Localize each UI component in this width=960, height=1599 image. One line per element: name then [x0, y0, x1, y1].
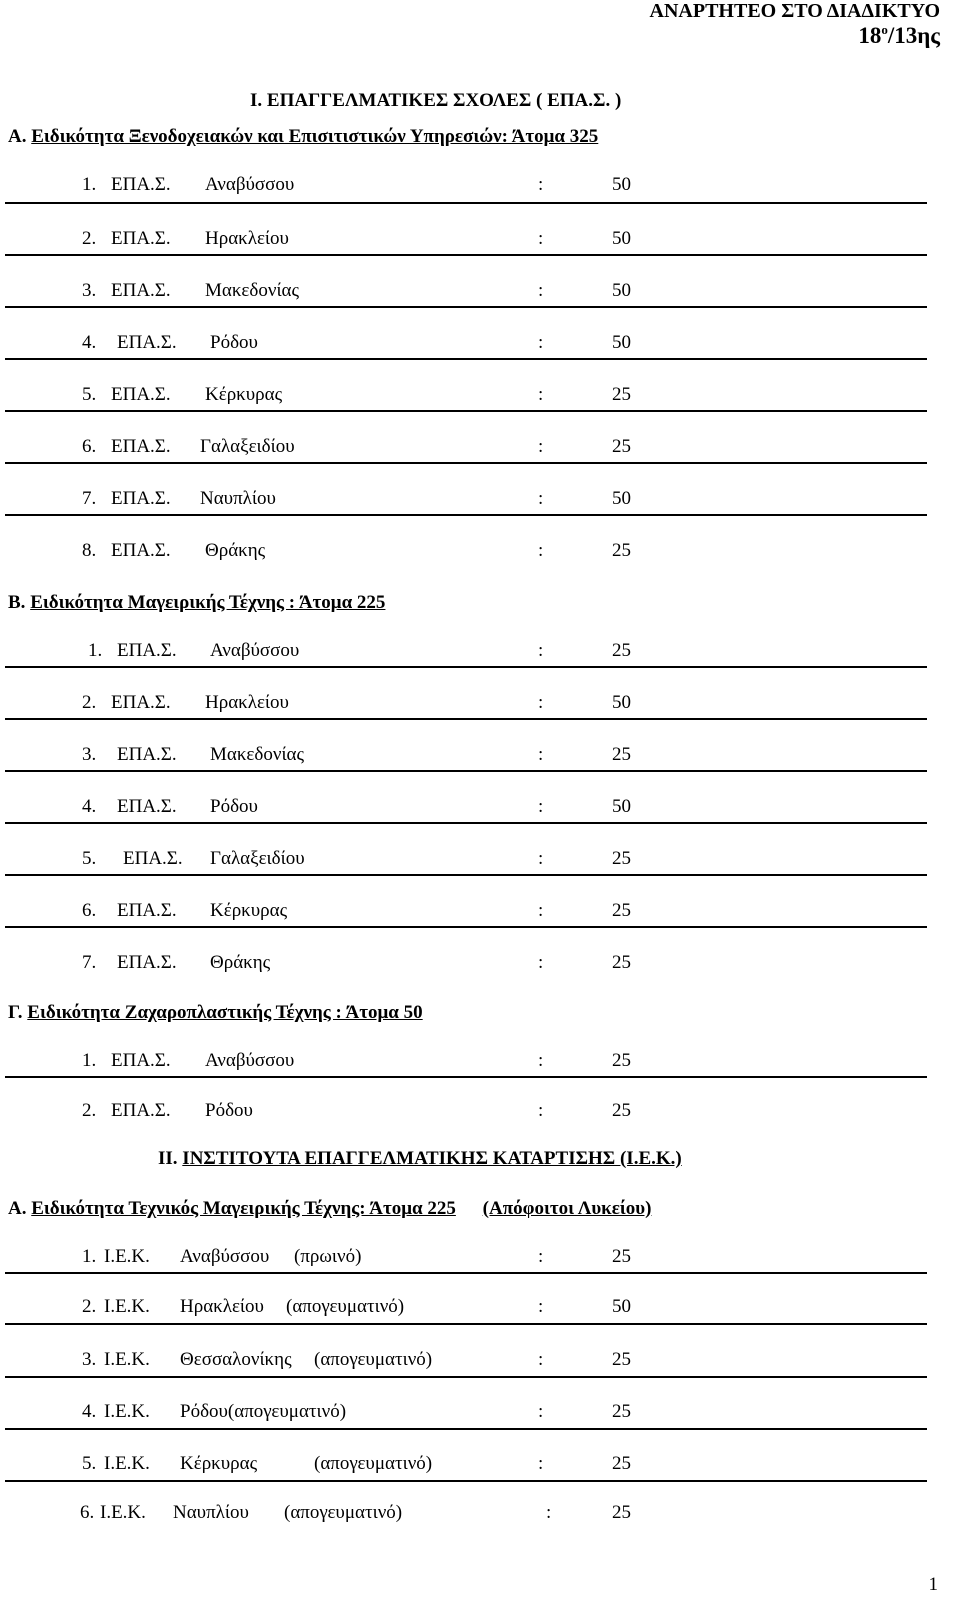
- row-colon: :: [538, 540, 544, 561]
- row-place: Μακεδονίας: [205, 280, 300, 301]
- row-institution: ΕΠΑ.Σ.: [117, 796, 177, 817]
- row-colon: :: [538, 796, 544, 817]
- row-number: 3.: [82, 1349, 97, 1370]
- row-colon: :: [538, 1453, 544, 1474]
- row-colon: :: [538, 280, 544, 301]
- row-divider: [5, 718, 927, 720]
- part2-title: [158, 1148, 682, 1170]
- row-number: 6.: [82, 900, 97, 921]
- section-a-prefix: Α.: [8, 126, 27, 147]
- row-place: Ηρακλείου: [180, 1296, 264, 1317]
- section-c-title: Ειδικότητα Ζαχαροπλαστικής Τέχνης : Άτομα 50: [27, 1002, 423, 1023]
- row-institution: ΕΠΑ.Σ.: [111, 436, 171, 457]
- page-number: 1: [928, 1574, 938, 1595]
- row-shift: (απογευματινό): [314, 1453, 433, 1474]
- row-place: Μακεδονίας: [210, 744, 305, 765]
- row-shift: (απογευματινό): [286, 1296, 405, 1317]
- row-divider: [5, 410, 927, 412]
- row-place: Θράκης: [205, 540, 266, 561]
- row-institution: Ι.Ε.Κ.: [104, 1349, 150, 1370]
- row-number: 8.: [82, 540, 97, 561]
- part1-title: Ι. ΕΠΑΓΓΕΛΜΑΤΙΚΕΣ ΣΧΟΛΕΣ ( ΕΠΑ.Σ. ): [250, 90, 622, 111]
- table-row: [0, 1502, 960, 1532]
- row-value: 25: [612, 1453, 631, 1474]
- row-institution: ΕΠΑ.Σ.: [111, 228, 171, 249]
- row-value: 25: [612, 1246, 631, 1267]
- part2-heading: ΙΝΣΤΙΤΟΥΤΑ ΕΠΑΓΓΕΛΜΑΤΙΚΗΣ ΚΑΤΑΡΤΙΣΗΣ (Ι.Ε.Κ.): [182, 1148, 682, 1169]
- session-day: 18: [858, 23, 882, 48]
- row-institution: ΕΠΑ.Σ.: [111, 280, 171, 301]
- row-value: 50: [612, 280, 631, 301]
- table-row: [0, 1296, 960, 1326]
- row-divider: [5, 1428, 927, 1430]
- row-number: 4.: [82, 332, 97, 353]
- row-institution: ΕΠΑ.Σ.: [111, 540, 171, 561]
- row-value: 25: [612, 1502, 631, 1523]
- row-value: 25: [612, 848, 631, 869]
- row-colon: :: [538, 228, 544, 249]
- row-colon: :: [538, 744, 544, 765]
- row-divider: [5, 462, 927, 464]
- row-value: 25: [612, 540, 631, 561]
- row-value: 25: [612, 640, 631, 661]
- row-number: 1.: [82, 1246, 97, 1267]
- row-colon: :: [538, 1246, 544, 1267]
- table-row: [0, 1401, 960, 1431]
- row-institution: Ι.Ε.Κ.: [104, 1246, 150, 1267]
- row-colon: :: [538, 1050, 544, 1071]
- row-place: Θεσσαλονίκης: [180, 1349, 292, 1370]
- row-divider: [5, 822, 927, 824]
- row-divider: [5, 1272, 927, 1274]
- row-colon: :: [538, 952, 544, 973]
- row-colon: :: [546, 1502, 552, 1523]
- row-institution: ΕΠΑ.Σ.: [111, 384, 171, 405]
- row-value: 25: [612, 436, 631, 457]
- row-colon: :: [538, 174, 544, 195]
- row-number: 2.: [82, 692, 97, 713]
- row-number: 6.: [80, 1502, 95, 1523]
- section-a-title: Ειδικότητα Ξενοδοχειακών και Επισιτιστικών Υπηρεσιών: Άτομα 325: [31, 126, 599, 147]
- row-colon: :: [538, 900, 544, 921]
- row-institution: ΕΠΑ.Σ.: [117, 744, 177, 765]
- section-b-heading: [8, 592, 385, 614]
- row-colon: :: [538, 384, 544, 405]
- row-divider: [5, 874, 927, 876]
- row-place: Ρόδου: [210, 332, 258, 353]
- row-place: Αναβύσσου: [205, 174, 295, 195]
- row-number: 7.: [82, 488, 97, 509]
- row-value: 25: [612, 384, 631, 405]
- row-value: 25: [612, 744, 631, 765]
- row-value: 50: [612, 228, 631, 249]
- section-iek-heading: [8, 1198, 651, 1220]
- posted-online-label: ΑΝΑΡΤΗΤΕΟ ΣΤΟ ΔΙΑΔΙΚΤΥΟ: [649, 0, 940, 22]
- row-value: 25: [612, 1349, 631, 1370]
- row-number: 1.: [82, 1050, 97, 1071]
- section-b-title: Ειδικότητα Μαγειρικής Τέχνης : Άτομα 225: [30, 592, 386, 613]
- session-reference: [858, 22, 940, 49]
- section-a-heading: [8, 126, 598, 148]
- row-place: Αναβύσσου: [205, 1050, 295, 1071]
- row-divider: [5, 358, 927, 360]
- row-divider: [5, 770, 927, 772]
- row-colon: :: [538, 1349, 544, 1370]
- row-place: Ναυπλίου: [200, 488, 276, 509]
- row-institution: Ι.Ε.Κ.: [100, 1502, 146, 1523]
- row-place: Ρόδου(απογευματινό): [180, 1401, 347, 1422]
- table-row: [0, 174, 960, 204]
- row-shift: (πρωινό): [294, 1246, 362, 1267]
- row-place: Ρόδου: [205, 1100, 253, 1121]
- row-place: Κέρκυρας: [180, 1453, 258, 1474]
- row-number: 4.: [82, 796, 97, 817]
- row-number: 5.: [82, 384, 97, 405]
- table-row: [0, 1100, 960, 1130]
- section-b-prefix: Β.: [8, 592, 26, 613]
- row-colon: :: [538, 1296, 544, 1317]
- row-divider: [5, 1323, 927, 1325]
- row-institution: ΕΠΑ.Σ.: [111, 692, 171, 713]
- row-shift: (απογευματινό): [314, 1349, 433, 1370]
- row-value: 50: [612, 796, 631, 817]
- row-place: Κέρκυρας: [205, 384, 283, 405]
- session-ordinal: ο: [881, 22, 888, 37]
- row-number: 3.: [82, 744, 97, 765]
- row-institution: ΕΠΑ.Σ.: [117, 952, 177, 973]
- section-c-heading: [8, 1002, 423, 1024]
- row-institution: Ι.Ε.Κ.: [104, 1296, 150, 1317]
- row-number: 1.: [82, 174, 97, 195]
- row-place: Γαλαξειδίου: [200, 436, 295, 457]
- row-value: 50: [612, 488, 631, 509]
- row-value: 25: [612, 1050, 631, 1071]
- row-value: 25: [612, 1401, 631, 1422]
- row-value: 50: [612, 692, 631, 713]
- section-iek-title: Ειδικότητα Τεχνικός Μαγειρικής Τέχνης: Άτομα 225: [31, 1198, 456, 1219]
- table-row: [0, 1349, 960, 1379]
- row-colon: :: [538, 640, 544, 661]
- row-institution: ΕΠΑ.Σ.: [117, 640, 177, 661]
- row-divider: [5, 1480, 927, 1482]
- row-institution: ΕΠΑ.Σ.: [117, 332, 177, 353]
- row-value: 50: [612, 1296, 631, 1317]
- row-place: Ναυπλίου: [173, 1502, 249, 1523]
- row-colon: :: [538, 692, 544, 713]
- section-c-prefix: Γ.: [8, 1002, 23, 1023]
- row-divider: [5, 1376, 927, 1378]
- row-number: 2.: [82, 228, 97, 249]
- row-place: Αναβύσσου: [180, 1246, 270, 1267]
- row-number: 6.: [82, 436, 97, 457]
- row-number: 2.: [82, 1100, 97, 1121]
- row-place: Κέρκυρας: [210, 900, 288, 921]
- row-divider: [5, 666, 927, 668]
- row-institution: ΕΠΑ.Σ.: [117, 900, 177, 921]
- row-place: Ηρακλείου: [205, 228, 289, 249]
- row-value: 50: [612, 174, 631, 195]
- row-value: 50: [612, 332, 631, 353]
- row-colon: :: [538, 436, 544, 457]
- row-divider: [5, 202, 927, 204]
- row-colon: :: [538, 488, 544, 509]
- row-number: 4.: [82, 1401, 97, 1422]
- row-shift: (απογευματινό): [284, 1502, 403, 1523]
- row-colon: :: [538, 848, 544, 869]
- row-colon: :: [538, 1100, 544, 1121]
- table-row: [0, 952, 960, 982]
- row-divider: [5, 514, 927, 516]
- row-divider: [5, 254, 927, 256]
- row-institution: Ι.Ε.Κ.: [104, 1453, 150, 1474]
- row-divider: [5, 926, 927, 928]
- session-rest: /13ης: [887, 23, 940, 48]
- row-institution: ΕΠΑ.Σ.: [123, 848, 183, 869]
- row-value: 25: [612, 900, 631, 921]
- table-row: [0, 540, 960, 570]
- table-row: [0, 1453, 960, 1483]
- row-institution: ΕΠΑ.Σ.: [111, 1100, 171, 1121]
- row-number: 5.: [82, 1453, 97, 1474]
- row-value: 25: [612, 952, 631, 973]
- row-place: Θράκης: [210, 952, 271, 973]
- row-number: 1.: [88, 640, 103, 661]
- row-number: 3.: [82, 280, 97, 301]
- row-place: Ηρακλείου: [205, 692, 289, 713]
- row-divider: [5, 1076, 927, 1078]
- row-place: Ρόδου: [210, 796, 258, 817]
- row-place: Γαλαξειδίου: [210, 848, 305, 869]
- part2-prefix: ΙΙ.: [158, 1148, 178, 1169]
- row-divider: [5, 306, 927, 308]
- row-institution: Ι.Ε.Κ.: [104, 1401, 150, 1422]
- row-number: 7.: [82, 952, 97, 973]
- row-number: 2.: [82, 1296, 97, 1317]
- section-iek-note: (Απόφοιτοι Λυκείου): [482, 1198, 652, 1219]
- section-iek-prefix: Α.: [8, 1198, 27, 1219]
- row-number: 5.: [82, 848, 97, 869]
- row-institution: ΕΠΑ.Σ.: [111, 174, 171, 195]
- row-value: 25: [612, 1100, 631, 1121]
- row-institution: ΕΠΑ.Σ.: [111, 1050, 171, 1071]
- row-place: Αναβύσσου: [210, 640, 300, 661]
- row-colon: :: [538, 1401, 544, 1422]
- row-colon: :: [538, 332, 544, 353]
- row-institution: ΕΠΑ.Σ.: [111, 488, 171, 509]
